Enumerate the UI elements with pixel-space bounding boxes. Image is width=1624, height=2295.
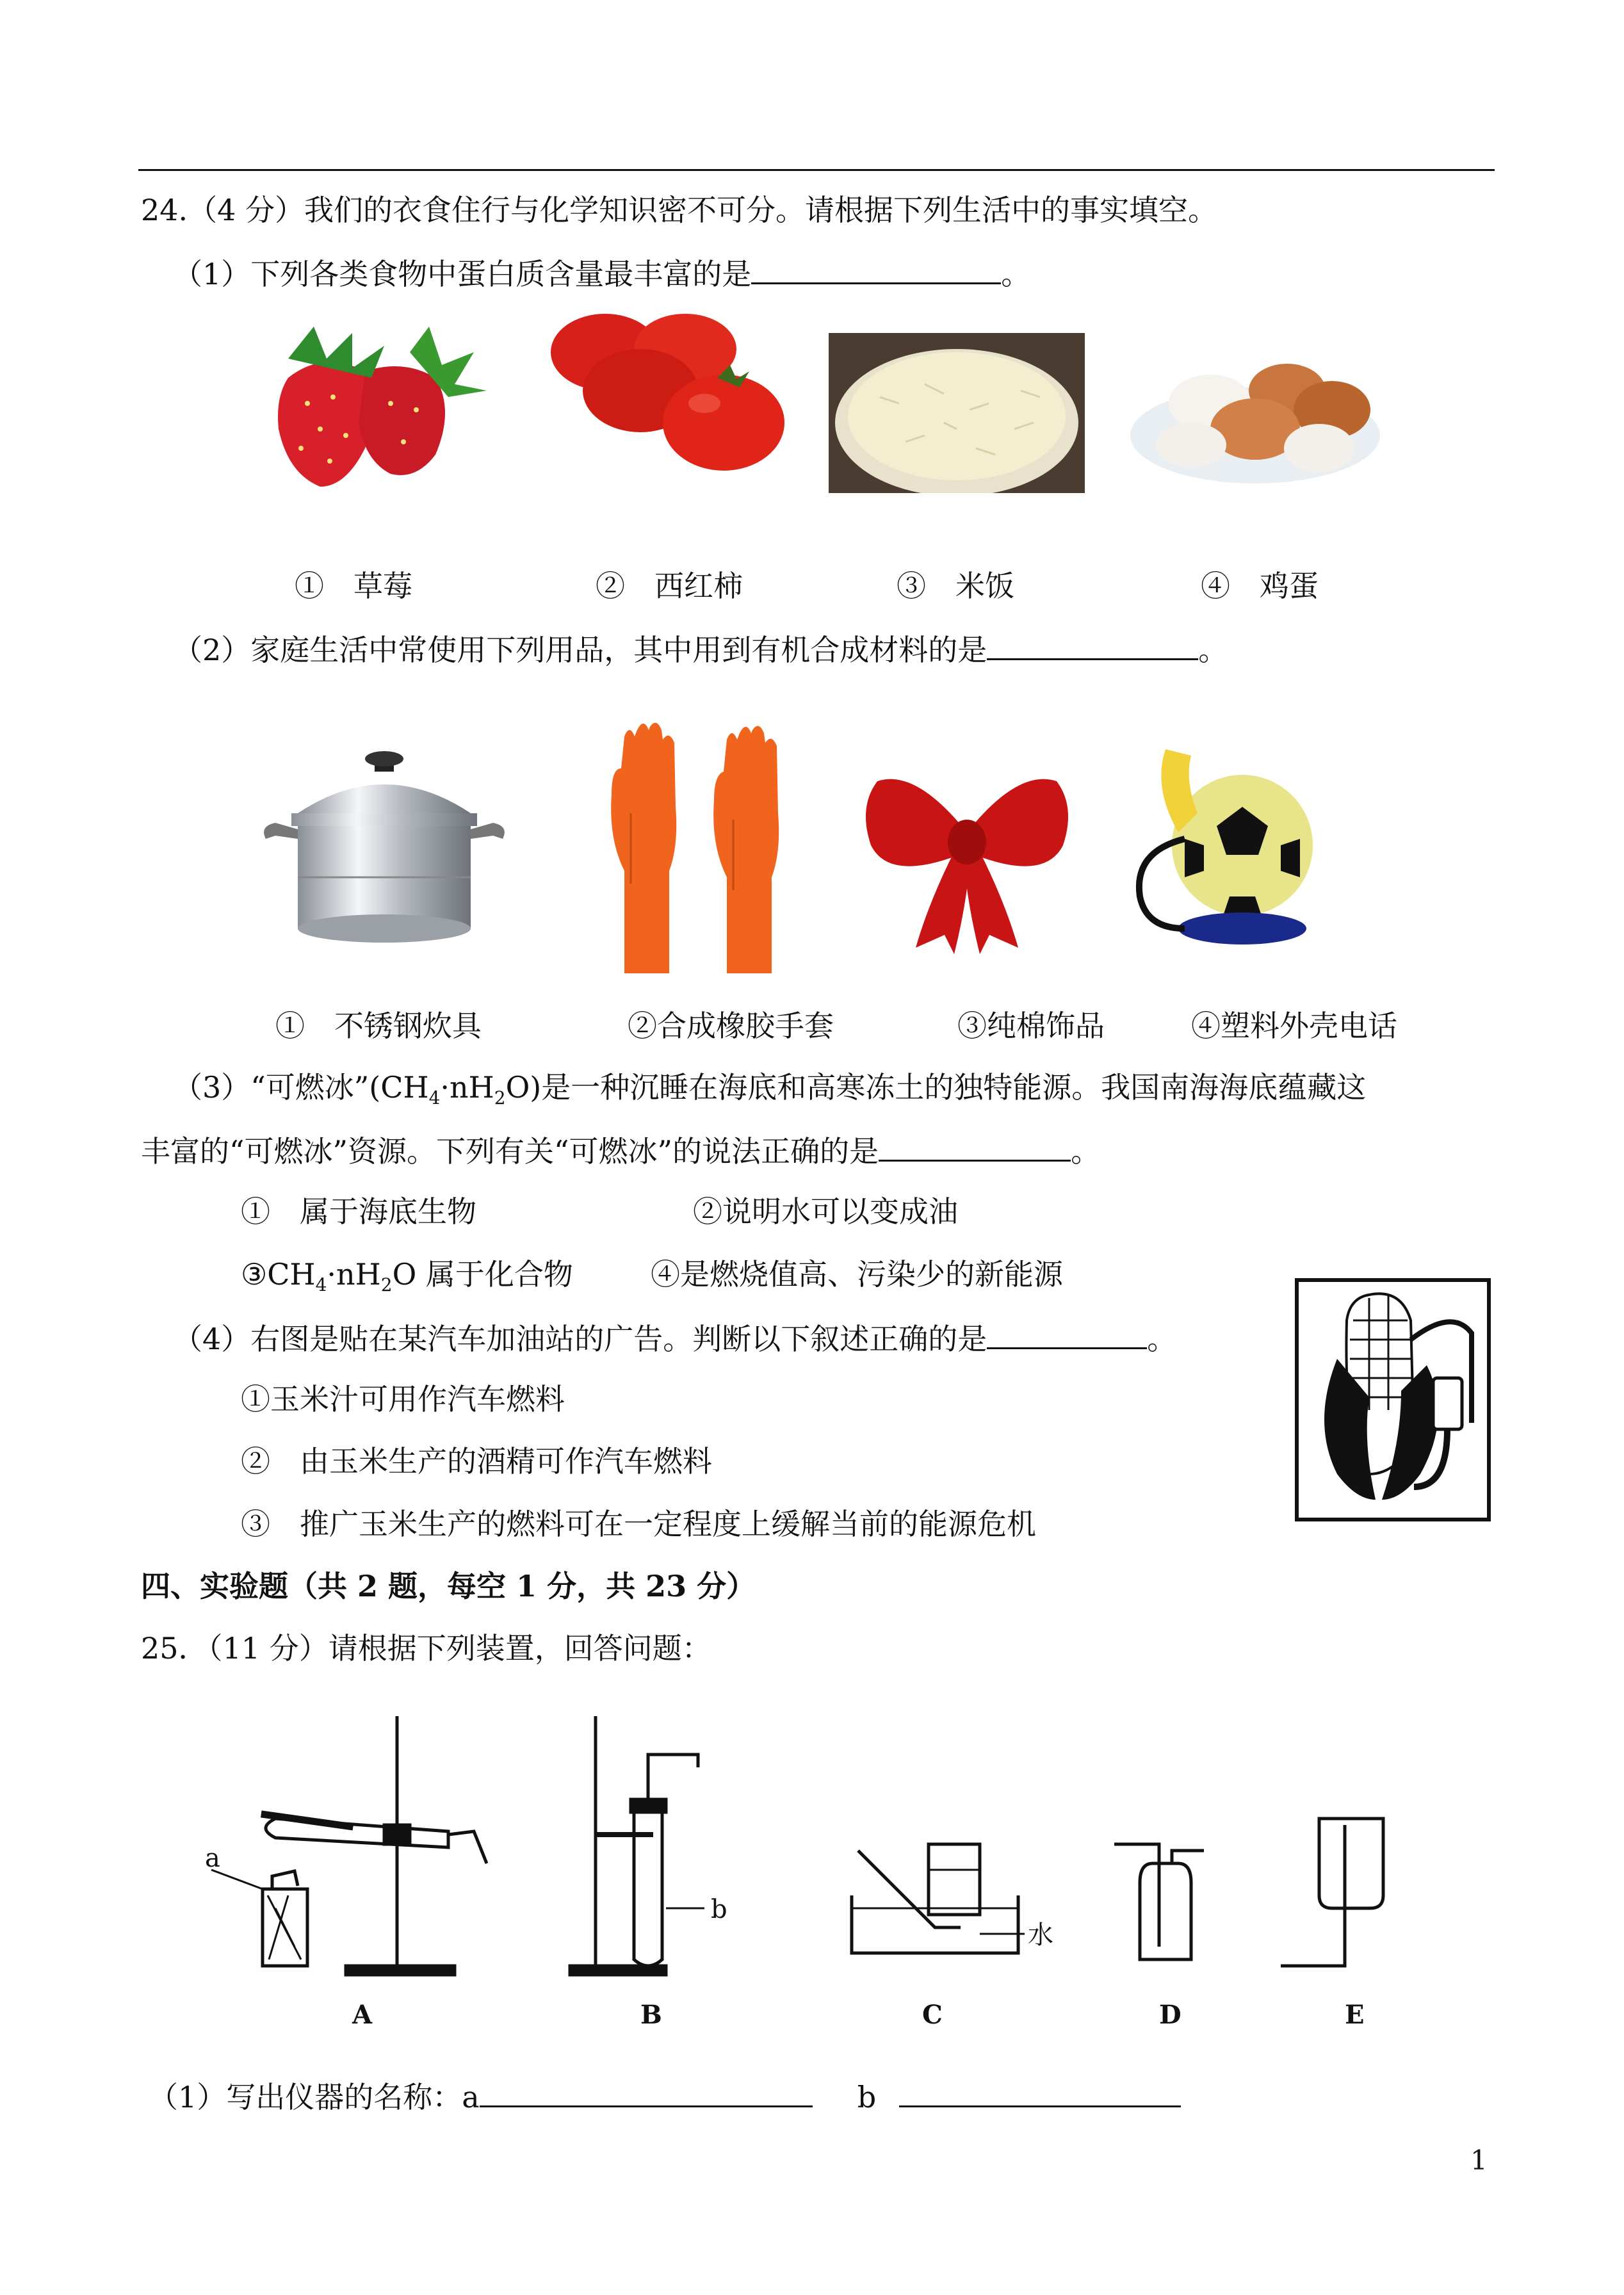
answer-blank-b[interactable] — [899, 2076, 1181, 2107]
answer-blank-4[interactable] — [987, 1318, 1147, 1349]
q24-p4-text: （4）右图是贴在某汽车加油站的广告。判断以下叙述正确的是 — [173, 1322, 987, 1356]
q24-p3-opt3 — [241, 1255, 573, 1304]
q24-p3-line2-text: 丰富的“可燃冰”资源。下列有关“可燃冰”的说法正确的是 — [141, 1134, 879, 1169]
q24-p3-opt3-a: ③CH — [241, 1257, 316, 1292]
label-b: b — [711, 1895, 727, 1924]
q25-title: 25．（11 分）请根据下列装置，回答问题： — [141, 1631, 711, 1666]
header-rule — [138, 169, 1495, 171]
q24-p4-opt1: ①玉米汁可用作汽车燃料 — [241, 1382, 565, 1416]
q25-p1-text: （1）写出仪器的名称：a — [149, 2080, 480, 2114]
q24-p3-opt3-b: ·nH — [327, 1257, 381, 1292]
food-option-1: ① 草莓 — [295, 569, 412, 603]
q24-p3-opt3-c: O 属于化合物 — [392, 1257, 573, 1292]
q24-p4-opt3: ③ 推广玉米生产的燃料可在一定程度上缓解当前的能源危机 — [241, 1507, 1036, 1541]
q24-p2 — [173, 629, 1228, 669]
q24-p1-end: 。 — [1001, 257, 1031, 291]
q24-title: 24.（4 分）我们的衣食住行与化学知识密不可分。请根据下列生活中的事实填空。 — [141, 193, 1218, 227]
q24-p3-line1-b: ·nH — [440, 1070, 494, 1105]
egg-image — [1127, 339, 1383, 487]
q24-p4-opt2: ② 由玉米生产的酒精可作汽车燃料 — [241, 1444, 712, 1479]
plastic-phone-image — [1114, 736, 1326, 954]
page-number: 1 — [1470, 2145, 1488, 2176]
label-a: a — [205, 1844, 220, 1873]
q25-p1 — [149, 2076, 1181, 2116]
q24-p1-text: （1）下列各类食物中蛋白质含量最丰富的是 — [173, 257, 752, 291]
answer-blank-3[interactable] — [879, 1130, 1071, 1162]
rubber-gloves-image — [599, 717, 816, 973]
food-option-3: ③ 米饭 — [897, 569, 1014, 603]
food-option-2: ② 西红柿 — [596, 569, 743, 603]
q24-p3-opt4: ④是燃烧值高、污染少的新能源 — [651, 1257, 1063, 1292]
q24-p3-line1-a: （3）“可燃冰”(CH — [173, 1070, 429, 1105]
q24-p3-opt2: ②说明水可以变成油 — [693, 1194, 958, 1229]
q24-p3-end: 。 — [1071, 1134, 1101, 1169]
q24-p3-sub2: 2 — [494, 1087, 506, 1109]
label-A: A — [352, 2000, 373, 2030]
q24-p2-text: （2）家庭生活中常使用下列用品，其中用到有机合成材料的是 — [173, 633, 987, 667]
strawberry-image — [263, 307, 506, 493]
q24-p3-line2 — [141, 1130, 1100, 1171]
tomato-image — [544, 307, 788, 480]
rice-image — [829, 333, 1085, 493]
q24-p2-end: 。 — [1198, 633, 1228, 667]
steel-pot-image — [247, 711, 522, 954]
apparatus-diagram — [192, 1703, 1441, 2036]
q24-p3-line1 — [173, 1068, 1366, 1117]
answer-blank-2[interactable] — [987, 629, 1198, 660]
section-4-title: 四、实验题（共 2 题，每空 1 分，共 23 分） — [141, 1569, 756, 1603]
q24-p3-opt3-sub: 4 — [315, 1274, 327, 1296]
q24-p3-opt3-sub2: 2 — [380, 1274, 393, 1296]
item-option-3: ③纯棉饰品 — [957, 1009, 1105, 1043]
q24-p4-end: 。 — [1147, 1322, 1177, 1356]
answer-blank-a[interactable] — [480, 2076, 813, 2107]
cotton-bow-image — [858, 756, 1076, 961]
label-water: 水 — [1028, 1920, 1053, 1950]
label-E: E — [1345, 2000, 1365, 2030]
item-option-4: ④塑料外壳电话 — [1191, 1009, 1397, 1043]
item-option-2: ②合成橡胶手套 — [628, 1009, 834, 1043]
q24-p1 — [173, 253, 1030, 293]
q24-p3-line1-c: O)是一种沉睡在海底和高寒冻土的独特能源。我国南海海底蕴藏这 — [505, 1070, 1367, 1105]
q24-p3-opt1: ① 属于海底生物 — [241, 1194, 476, 1229]
label-C: C — [922, 2000, 943, 2030]
q25-p1-b: b — [857, 2080, 877, 2114]
item-option-1: ① 不锈钢炊具 — [275, 1009, 482, 1043]
label-B: B — [640, 2000, 662, 2030]
food-option-4: ④ 鸡蛋 — [1201, 569, 1319, 603]
q24-p3-sub1: 4 — [428, 1087, 441, 1109]
q24-p4 — [173, 1318, 1176, 1358]
corn-fuel-ad-image — [1295, 1278, 1491, 1521]
label-D: D — [1159, 2000, 1181, 2030]
answer-blank-1[interactable] — [751, 253, 1001, 284]
